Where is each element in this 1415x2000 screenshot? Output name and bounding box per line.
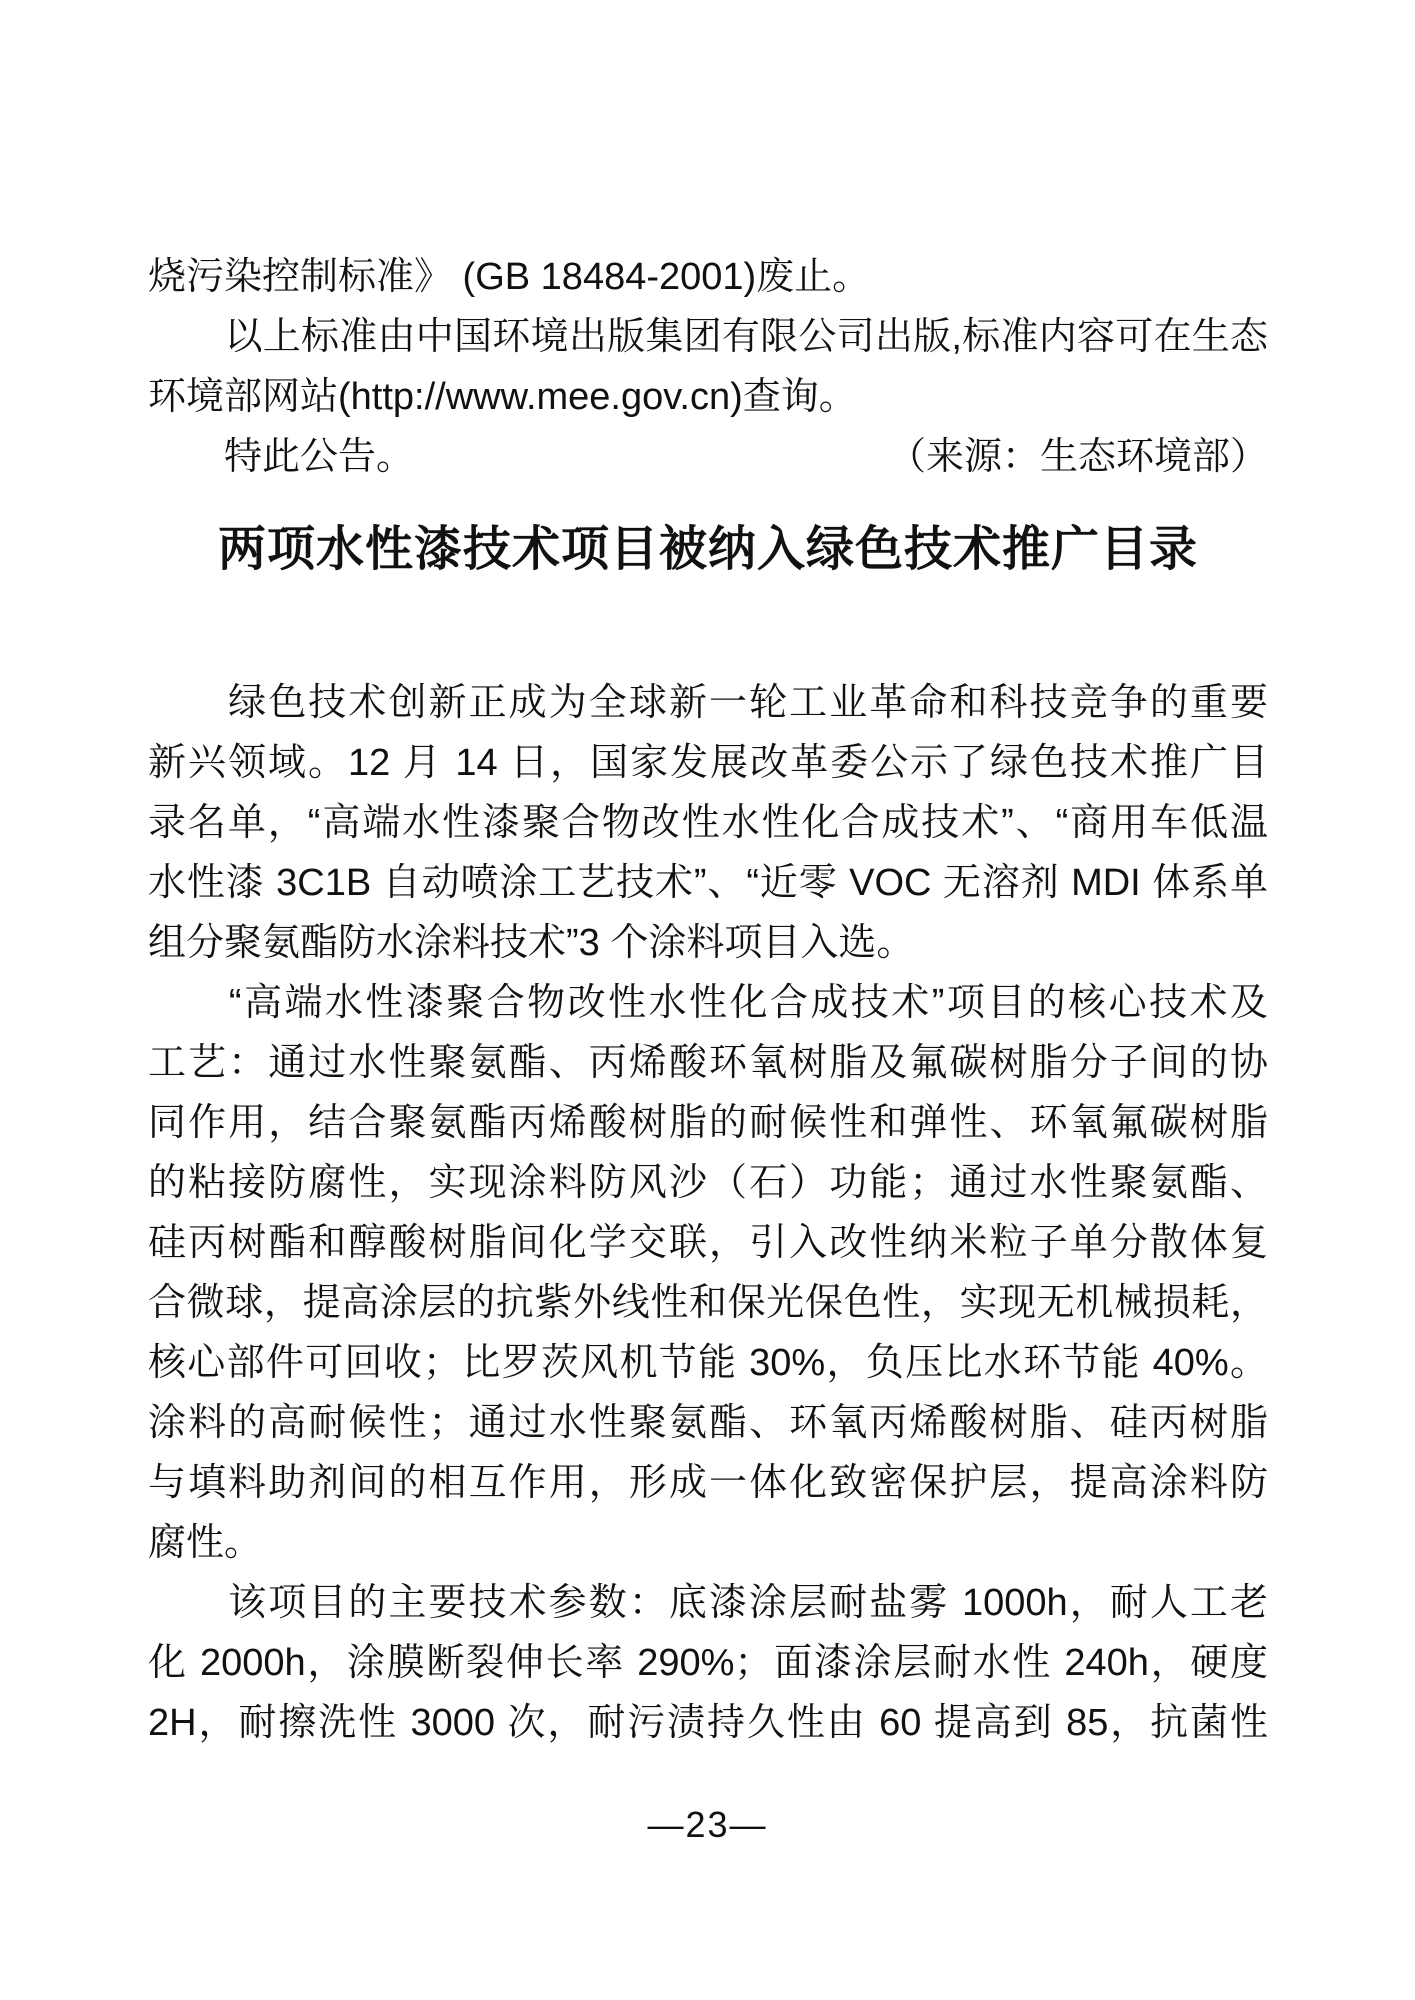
text-line: 组分聚氨酯防水涂料技术”3 个涂料项目入选。 [148, 922, 915, 964]
text-line: “高端水性漆聚合物改性水性化合成技术”项目的核心技术及 [148, 982, 1268, 1024]
paragraph-standard-abolished [148, 247, 1268, 307]
text-line: 同作用，结合聚氨酯丙烯酸树脂的耐候性和弹性、环氧氟碳树脂 [148, 1102, 1268, 1144]
text-line: 核心部件可回收；比罗茨风机节能 30%，负压比水环节能 40%。 [148, 1342, 1268, 1384]
text-line: 环境部网站(http://www.mee.gov.cn)查询。 [148, 376, 857, 418]
text-line: 工艺：通过水性聚氨酯、丙烯酸环氧树脂及氟碳树脂分子间的协 [148, 1042, 1268, 1084]
text-line: 腐性。 [148, 1522, 263, 1564]
text-line: 与填料助剂间的相互作用，形成一体化致密保护层，提高涂料防 [148, 1462, 1268, 1504]
text-line: 该项目的主要技术参数：底漆涂层耐盐雾 1000h，耐人工老 [148, 1582, 1268, 1624]
page-content [148, 247, 1268, 1753]
text-line: 2H，耐擦洗性 3000 次，耐污渍持久性由 60 提高到 85，抗菌性 [148, 1702, 1268, 1744]
text-line: 水性漆 3C1B 自动喷涂工艺技术”、“近零 VOC 无溶剂 MDI 体系单 [148, 862, 1268, 904]
notice-text: 特此公告。 [148, 436, 415, 478]
text-line: 合微球，提高涂层的抗紫外线性和保光保色性，实现无机械损耗， [148, 1282, 1268, 1324]
article-paragraph-core-technology [148, 973, 1268, 1573]
source-attribution: （来源：生态环境部） [887, 436, 1268, 478]
text-line: 新兴领域。12 月 14 日，国家发展改革委公示了绿色技术推广目 [148, 742, 1268, 784]
article-paragraph-technical-parameters [148, 1573, 1268, 1753]
text-line: 硅丙树酯和醇酸树脂间化学交联，引入改性纳米粒子单分散体复 [148, 1222, 1268, 1264]
text-line: 绿色技术创新正成为全球新一轮工业革命和科技竞争的重要 [148, 682, 1268, 724]
page-number: —23— [647, 1804, 768, 1845]
text-line: 以上标准由中国环境出版集团有限公司出版,标准内容可在生态 [148, 316, 1268, 358]
text-line: 涂料的高耐候性；通过水性聚氨酯、环氧丙烯酸树脂、硅丙树脂 [148, 1402, 1268, 1444]
article-title: 两项水性漆技术项目被纳入绿色技术推广目录 [217, 523, 1198, 576]
paragraph-publisher-info [148, 307, 1268, 427]
notice-line [148, 427, 1268, 487]
article-paragraph-intro [148, 673, 1268, 973]
text-line: 烧污染控制标准》 (GB 18484-2001)废止。 [148, 256, 871, 298]
text-line: 录名单，“高端水性漆聚合物改性水性化合成技术”、“商用车低温 [148, 802, 1268, 844]
text-line: 化 2000h，涂膜断裂伸长率 290%；面漆涂层耐水性 240h，硬度 [148, 1642, 1268, 1684]
text-line: 的粘接防腐性，实现涂料防风沙（石）功能；通过水性聚氨酯、 [148, 1162, 1268, 1204]
